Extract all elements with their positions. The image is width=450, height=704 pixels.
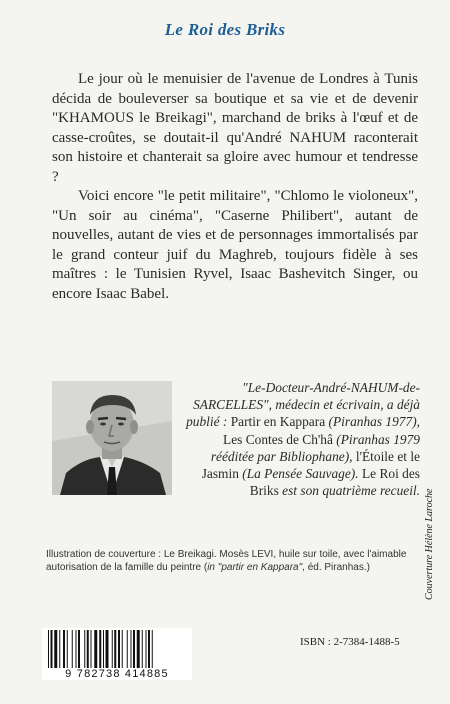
bio-italic-3: (Piranhas 1979 rééditée par Bibliophane),	[210, 431, 420, 464]
barcode-number: 9 782738 414885	[65, 668, 169, 680]
barcode-bars	[48, 630, 186, 668]
author-bio	[184, 379, 420, 499]
book-title: Le Roi des Briks	[164, 20, 286, 39]
bio-title-4: Le Roi des Briks	[249, 466, 420, 499]
credit-end: , éd. Piranhas.)	[302, 562, 370, 573]
bio-title-3: l'Étoile et le Jasmin	[201, 448, 420, 482]
cover-credit: Couverture Hélène Laroche	[424, 488, 435, 600]
credit-text: Illustration de couverture : Le Breikagi. Mosès LEVI, huile sur toile, avec l'aimable autorisation de la famille du peintre (	[46, 549, 407, 573]
bio-title-1: Partir en Kappara	[227, 414, 329, 430]
illustration-credit	[46, 548, 416, 574]
isbn: ISBN : 2-7384-1488-5	[300, 636, 400, 648]
bio-italic-4: (La Pensée Sauvage).	[242, 466, 359, 482]
back-cover-blurb	[52, 70, 418, 304]
author-photo	[52, 381, 172, 495]
blurb-paragraph-1: Le jour où le menuisier de l'avenue de Londres à Tunis décida de bouleverser sa boutique et sa vie et de devenir "KHAMOUS le Breikagi", marchand de briks à l'œuf et de casse-croûtes, se doutait-il qu'André NAHUM raconterait son histoire et chanterait sa gloire avec humour et tendresse ?	[52, 71, 418, 185]
credit-italic: in "partir en Kappara"	[207, 562, 303, 573]
bio-italic-1: "Le-Docteur-André-NAHUM-de-SARCELLES", médecin et écrivain, a déjà publié :	[186, 380, 420, 430]
blurb-paragraph-2: Voici encore "le petit militaire", "Chlomo le violoneux", "Un soir au cinéma", "Caserne Philibert", autant de nouvelles, autant de vies et de personnages immortalisés par le grand conteur juif du Maghreb, toujours fidèle à ses maîtres : le Tunisien Ryvel, Isaac Bashevitch Singer, ou encore Isaac Babel.	[52, 188, 418, 302]
bio-italic-2: (Piranhas 1977),	[328, 414, 420, 430]
bio-italic-5: est son quatrième recueil.	[282, 483, 420, 499]
bio-title-2: Les Contes de Ch'hâ	[223, 431, 337, 447]
barcode	[42, 628, 192, 680]
